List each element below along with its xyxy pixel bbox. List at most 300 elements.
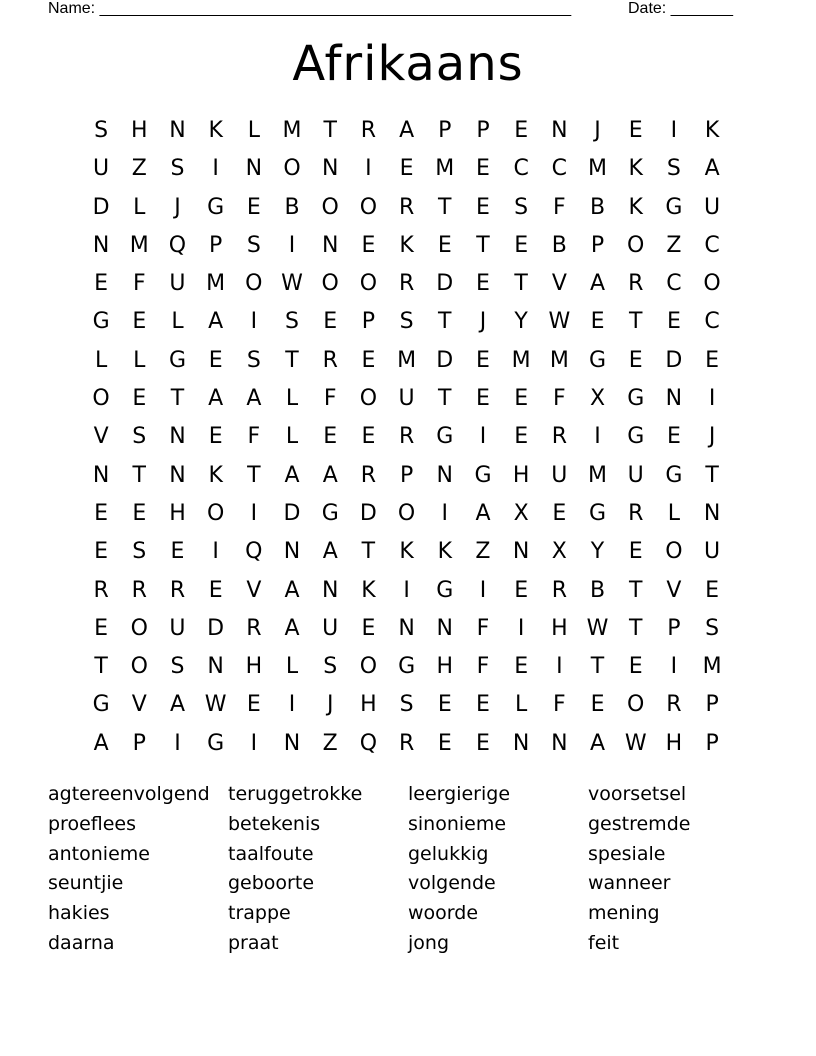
grid-letter[interactable]: T [628, 577, 643, 603]
grid-letter[interactable]: K [704, 118, 720, 143]
grid-letter[interactable]: S [705, 615, 720, 641]
grid-letter[interactable]: U [704, 539, 721, 565]
grid-letter[interactable]: A [704, 156, 720, 182]
grid-letter[interactable]: B [284, 194, 300, 220]
grid-letter[interactable]: R [93, 577, 109, 603]
grid-letter[interactable]: E [705, 577, 720, 603]
grid-letter[interactable]: N [551, 730, 568, 756]
grid-letter[interactable]: F [476, 654, 490, 680]
grid-letter[interactable]: I [250, 500, 258, 526]
word-list-item: agtereenvolgend [48, 783, 210, 805]
grid-letter[interactable]: S [399, 309, 414, 335]
grid-letter[interactable]: O [206, 500, 225, 526]
grid-letter[interactable]: C [513, 156, 529, 182]
grid-letter[interactable]: E [476, 386, 490, 412]
grid-letter[interactable]: U [398, 386, 415, 412]
grid-letter[interactable]: N [551, 118, 568, 143]
word-list-item: spesiale [588, 842, 666, 865]
grid-letter[interactable]: A [322, 462, 338, 488]
grid-letter[interactable]: R [398, 194, 415, 220]
grid-letter[interactable]: Z [322, 730, 338, 756]
grid-letter[interactable]: E [361, 347, 376, 373]
grid-letter[interactable]: F [553, 692, 566, 718]
grid-letter[interactable]: D [665, 347, 683, 373]
grid-letter[interactable]: O [665, 539, 683, 565]
grid-letter[interactable]: K [628, 194, 643, 220]
grid-letter[interactable]: E [514, 118, 529, 143]
grid-letter[interactable]: D [92, 194, 110, 220]
grid-letter[interactable]: E [246, 194, 261, 220]
grid-letter[interactable]: T [247, 462, 261, 488]
grid-letter[interactable]: V [666, 577, 682, 603]
grid-letter[interactable]: C [704, 309, 720, 335]
grid-letter[interactable]: L [133, 194, 146, 220]
grid-letter[interactable]: R [322, 347, 338, 373]
grid-letter[interactable]: R [398, 730, 415, 756]
grid-letter[interactable]: G [436, 577, 454, 603]
grid-letter[interactable]: A [590, 271, 606, 297]
grid-letter[interactable]: N [512, 730, 530, 756]
grid-letter[interactable]: O [703, 271, 721, 297]
grid-letter[interactable]: T [590, 654, 605, 680]
grid-letter[interactable]: I [556, 654, 563, 680]
grid-letter[interactable]: B [589, 194, 606, 220]
grid-letter[interactable]: T [514, 271, 528, 297]
grid-letter[interactable]: I [403, 577, 410, 603]
grid-letter[interactable]: R [551, 577, 567, 603]
grid-letter[interactable]: O [359, 386, 378, 412]
grid-letter[interactable]: I [670, 118, 678, 143]
grid-letter[interactable]: O [359, 271, 378, 297]
grid-letter[interactable]: G [589, 347, 607, 373]
word-list-item: mening [588, 902, 660, 925]
grid-letter[interactable]: N [207, 654, 224, 680]
grid-letter[interactable]: C [704, 232, 720, 258]
grid-letter[interactable]: L [171, 309, 184, 335]
grid-letter[interactable]: P [209, 232, 223, 258]
grid-letter[interactable]: P [590, 232, 605, 258]
grid-letter[interactable]: H [169, 500, 186, 526]
grid-letter[interactable]: E [94, 271, 109, 297]
grid-letter[interactable]: E [361, 232, 376, 258]
word-list-item: sinonieme [408, 812, 507, 835]
grid-letter[interactable]: D [207, 615, 225, 641]
grid-letter[interactable]: T [476, 232, 490, 258]
grid-letter[interactable]: U [169, 271, 186, 297]
grid-letter[interactable]: T [94, 654, 108, 680]
grid-letter[interactable]: G [92, 692, 110, 718]
grid-letter[interactable]: H [665, 730, 683, 756]
grid-letter[interactable]: S [170, 156, 185, 182]
grid-letter[interactable]: G [589, 500, 607, 526]
grid-letter[interactable]: F [247, 424, 261, 450]
grid-letter[interactable]: E [132, 500, 147, 526]
grid-letter[interactable]: O [627, 692, 645, 718]
grid-letter[interactable]: T [705, 462, 719, 488]
grid-letter[interactable]: A [284, 615, 300, 641]
grid-letter[interactable]: P [705, 692, 719, 718]
grid-letter[interactable]: S [94, 118, 109, 143]
grid-letter[interactable]: D [283, 500, 301, 526]
grid-letter[interactable]: W [586, 615, 609, 641]
word-list-item: antonieme [48, 842, 150, 865]
grid-letter[interactable]: M [282, 118, 302, 143]
grid-letter[interactable]: R [169, 577, 186, 603]
grid-letter[interactable]: L [133, 347, 146, 373]
grid-letter[interactable]: I [250, 730, 258, 756]
grid-letter[interactable]: I [594, 424, 601, 450]
grid-letter[interactable]: M [702, 654, 722, 680]
grid-letter[interactable]: A [590, 730, 606, 756]
grid-letter[interactable]: E [514, 232, 529, 258]
grid-letter[interactable]: E [476, 156, 490, 182]
grid-letter[interactable]: N [283, 730, 301, 756]
grid-letter[interactable]: I [441, 500, 449, 526]
grid-letter[interactable]: F [323, 386, 337, 412]
grid-letter[interactable]: C [551, 156, 568, 182]
grid-letter[interactable]: N [169, 424, 186, 450]
grid-letter[interactable]: R [398, 271, 415, 297]
grid-letter[interactable]: G [207, 194, 225, 220]
grid-letter[interactable]: I [288, 232, 296, 258]
grid-letter[interactable]: T [628, 615, 643, 641]
grid-letter[interactable]: O [359, 654, 378, 680]
grid-letter[interactable]: E [514, 386, 529, 412]
grid-letter[interactable]: P [399, 462, 414, 488]
grid-letter[interactable]: G [92, 309, 110, 335]
grid-letter[interactable]: J [174, 194, 181, 220]
grid-letter[interactable]: M [588, 156, 608, 182]
grid-letter[interactable]: H [360, 692, 377, 718]
grid-letter[interactable]: G [436, 424, 454, 450]
grid-letter[interactable]: E [208, 577, 223, 603]
grid-letter[interactable]: K [399, 539, 414, 565]
grid-letter[interactable]: Z [131, 156, 147, 182]
grid-letter[interactable]: M [129, 232, 149, 258]
grid-letter[interactable]: G [627, 386, 645, 412]
grid-letter[interactable]: I [517, 615, 525, 641]
grid-letter[interactable]: M [588, 462, 608, 488]
grid-letter[interactable]: K [628, 156, 643, 182]
grid-letter[interactable]: E [132, 309, 147, 335]
grid-letter[interactable]: E [361, 424, 376, 450]
grid-letter[interactable]: O [92, 386, 110, 412]
grid-letter[interactable]: N [321, 156, 339, 182]
grid-letter[interactable]: R [628, 500, 644, 526]
grid-letter[interactable]: X [551, 539, 567, 565]
grid-letter[interactable]: B [551, 232, 567, 258]
grid-letter[interactable]: N [92, 232, 110, 258]
grid-letter[interactable]: L [285, 424, 299, 450]
grid-letter[interactable]: E [705, 347, 720, 373]
grid-letter[interactable]: H [512, 462, 530, 488]
grid-letter[interactable]: M [397, 347, 417, 373]
grid-letter[interactable]: F [553, 194, 566, 220]
grid-letter[interactable]: A [246, 386, 262, 412]
grid-letter[interactable]: E [437, 692, 452, 718]
grid-letter[interactable]: H [131, 118, 148, 143]
grid-letter[interactable]: M [206, 271, 226, 297]
grid-letter[interactable]: D [436, 271, 454, 297]
grid-letter[interactable]: A [284, 577, 300, 603]
grid-letter[interactable]: O [245, 271, 263, 297]
grid-letter[interactable]: Y [514, 309, 528, 335]
grid-letter[interactable]: R [246, 615, 262, 641]
grid-letter[interactable]: O [321, 271, 339, 297]
grid-letter[interactable]: G [321, 500, 339, 526]
grid-letter[interactable]: J [594, 118, 601, 143]
grid-letter[interactable]: U [322, 615, 339, 641]
grid-letter[interactable]: S [132, 424, 147, 450]
grid-letter[interactable]: R [360, 118, 377, 143]
grid-letter[interactable]: W [624, 730, 647, 756]
grid-letter[interactable]: A [169, 692, 185, 718]
grid-letter[interactable]: H [245, 654, 263, 680]
grid-letter[interactable]: L [285, 654, 299, 680]
grid-letter[interactable]: J [708, 424, 716, 450]
grid-letter[interactable]: G [474, 462, 492, 488]
grid-letter[interactable]: G [168, 347, 186, 373]
grid-letter[interactable]: N [245, 156, 263, 182]
grid-letter[interactable]: N [169, 462, 186, 488]
grid-letter[interactable]: N [321, 577, 339, 603]
grid-letter[interactable]: E [323, 309, 338, 335]
grid-letter[interactable]: S [323, 654, 338, 680]
grid-letter[interactable]: E [666, 424, 681, 450]
grid-letter[interactable]: N [92, 462, 110, 488]
grid-letter[interactable]: G [665, 194, 683, 220]
grid-letter[interactable]: E [94, 500, 109, 526]
grid-letter[interactable]: F [476, 615, 490, 641]
grid-letter[interactable]: E [628, 654, 643, 680]
grid-letter[interactable]: A [284, 462, 300, 488]
grid-letter[interactable]: E [628, 539, 643, 565]
grid-letter[interactable]: E [399, 156, 414, 182]
grid-letter[interactable]: L [667, 500, 681, 526]
grid-letter[interactable]: E [208, 347, 223, 373]
grid-letter[interactable]: G [665, 462, 683, 488]
grid-letter[interactable]: E [590, 309, 605, 335]
grid-letter[interactable]: P [438, 118, 452, 143]
grid-letter[interactable]: O [397, 500, 416, 526]
grid-letter[interactable]: E [246, 692, 261, 718]
grid-letter[interactable]: R [628, 271, 644, 297]
grid-letter[interactable]: R [360, 462, 377, 488]
grid-letter[interactable]: E [552, 500, 567, 526]
grid-letter[interactable]: Y [590, 539, 605, 565]
word-list-item: trappe [228, 902, 291, 925]
grid-letter[interactable]: V [131, 692, 147, 718]
word-list-item: voorsetsel [588, 783, 687, 805]
grid-letter[interactable]: Z [666, 232, 682, 258]
date-field[interactable]: Date: _______ [628, 0, 733, 17]
grid-letter[interactable]: E [323, 424, 338, 450]
grid-letter[interactable]: E [514, 577, 529, 603]
grid-letter[interactable]: T [628, 309, 643, 335]
grid-letter[interactable]: I [365, 156, 372, 182]
grid-letter[interactable]: N [283, 539, 301, 565]
grid-letter[interactable]: S [132, 539, 147, 565]
grid-letter[interactable]: M [549, 347, 569, 373]
grid-letter[interactable]: Q [359, 730, 378, 756]
grid-letter[interactable]: M [435, 156, 455, 182]
grid-letter[interactable]: K [208, 462, 223, 488]
grid-letter[interactable]: U [704, 194, 721, 220]
grid-letter[interactable]: E [514, 424, 529, 450]
grid-letter[interactable]: I [708, 386, 716, 412]
grid-letter[interactable]: E [476, 730, 490, 756]
grid-letter[interactable]: F [553, 386, 566, 412]
grid-letter[interactable]: E [476, 347, 490, 373]
grid-letter[interactable]: S [170, 654, 185, 680]
grid-letter[interactable]: R [551, 424, 567, 450]
grid-letter[interactable]: I [479, 424, 487, 450]
grid-letter[interactable]: E [437, 730, 452, 756]
grid-letter[interactable]: M [511, 347, 531, 373]
grid-letter[interactable]: I [670, 654, 678, 680]
grid-letter[interactable]: S [399, 692, 414, 718]
grid-letter[interactable]: E [476, 692, 490, 718]
grid-letter[interactable]: E [132, 386, 147, 412]
grid-letter[interactable]: T [438, 386, 452, 412]
grid-letter[interactable]: N [512, 539, 530, 565]
grid-letter[interactable]: L [247, 118, 260, 143]
grid-letter[interactable]: I [212, 539, 219, 565]
grid-letter[interactable]: W [548, 309, 571, 335]
grid-letter[interactable]: I [479, 577, 487, 603]
grid-letter[interactable]: E [208, 424, 223, 450]
grid-letter[interactable]: P [361, 309, 376, 335]
grid-letter[interactable]: A [208, 309, 224, 335]
grid-letter[interactable]: N [703, 500, 721, 526]
grid-letter[interactable]: N [665, 386, 683, 412]
grid-letter[interactable]: R [131, 577, 147, 603]
grid-letter[interactable]: W [204, 692, 227, 718]
word-list-item: leergierige [408, 783, 511, 805]
grid-letter[interactable]: L [515, 692, 528, 718]
grid-letter[interactable]: K [208, 118, 223, 143]
grid-letter[interactable]: V [551, 271, 567, 297]
grid-letter[interactable]: E [628, 118, 643, 143]
grid-letter[interactable]: T [132, 462, 146, 488]
grid-letter[interactable]: N [436, 615, 454, 641]
grid-letter[interactable]: H [551, 615, 568, 641]
grid-letter[interactable]: Q [168, 232, 187, 258]
name-field[interactable]: Name: _____________________________________________________ [48, 0, 572, 17]
grid-letter[interactable]: S [246, 347, 261, 373]
grid-letter[interactable]: A [475, 500, 491, 526]
grid-letter[interactable]: Z [475, 539, 491, 565]
grid-letter[interactable]: S [666, 156, 681, 182]
grid-letter[interactable]: T [438, 194, 452, 220]
grid-letter[interactable]: I [212, 156, 219, 182]
grid-letter[interactable]: T [323, 118, 337, 143]
grid-letter[interactable]: J [326, 692, 334, 718]
grid-letter[interactable]: X [589, 386, 606, 412]
grid-letter[interactable]: T [285, 347, 299, 373]
grid-letter[interactable]: S [514, 194, 529, 220]
grid-letter[interactable]: S [285, 309, 300, 335]
grid-letter[interactable]: O [321, 194, 339, 220]
grid-letter[interactable]: D [359, 500, 377, 526]
grid-letter[interactable]: O [130, 615, 148, 641]
grid-letter[interactable]: A [93, 730, 109, 756]
grid-letter[interactable]: K [399, 232, 414, 258]
grid-letter[interactable]: P [476, 118, 490, 143]
grid-letter[interactable]: L [94, 347, 108, 373]
grid-letter[interactable]: L [285, 386, 299, 412]
grid-letter[interactable]: V [93, 424, 109, 450]
grid-letter[interactable]: T [170, 386, 185, 412]
word-list-item: praat [228, 931, 279, 954]
grid-letter[interactable]: B [589, 577, 606, 603]
grid-letter[interactable]: I [288, 692, 296, 718]
grid-letter[interactable]: E [666, 309, 681, 335]
grid-letter[interactable]: N [398, 615, 415, 641]
grid-letter[interactable]: U [551, 462, 568, 488]
grid-letter[interactable]: U [169, 615, 186, 641]
grid-letter[interactable]: V [246, 577, 262, 603]
grid-letter[interactable]: H [436, 654, 454, 680]
grid-letter[interactable]: E [476, 194, 490, 220]
grid-letter[interactable]: X [513, 500, 529, 526]
grid-letter[interactable]: E [437, 232, 452, 258]
grid-letter[interactable]: T [361, 539, 376, 565]
grid-letter[interactable]: E [94, 615, 109, 641]
grid-letter[interactable]: U [627, 462, 644, 488]
grid-letter[interactable]: J [479, 309, 487, 335]
grid-letter[interactable]: N [169, 118, 186, 143]
grid-letter[interactable]: O [359, 194, 378, 220]
grid-letter[interactable]: C [666, 271, 682, 297]
grid-letter[interactable]: A [322, 539, 338, 565]
grid-letter[interactable]: I [174, 730, 181, 756]
grid-letter[interactable]: K [437, 539, 452, 565]
grid-letter[interactable]: Q [245, 539, 263, 565]
grid-letter[interactable]: P [132, 730, 146, 756]
grid-letter[interactable]: A [208, 386, 224, 412]
grid-letter[interactable]: A [399, 118, 415, 143]
grid-letter[interactable]: O [130, 654, 148, 680]
grid-letter[interactable]: E [628, 347, 643, 373]
grid-letter[interactable]: G [398, 654, 416, 680]
grid-letter[interactable]: G [207, 730, 225, 756]
grid-letter[interactable]: N [321, 232, 339, 258]
grid-letter[interactable]: P [705, 730, 719, 756]
grid-letter[interactable]: E [476, 271, 490, 297]
grid-letter[interactable]: U [93, 156, 110, 182]
grid-letter[interactable]: E [514, 654, 529, 680]
grid-letter[interactable]: P [667, 615, 681, 641]
grid-letter[interactable]: E [170, 539, 185, 565]
grid-letter[interactable]: R [666, 692, 682, 718]
grid-letter[interactable]: E [590, 692, 605, 718]
grid-letter[interactable]: G [627, 424, 645, 450]
grid-letter[interactable]: K [361, 577, 376, 603]
grid-letter[interactable]: T [438, 309, 452, 335]
grid-letter[interactable]: O [627, 232, 645, 258]
grid-letter[interactable]: I [250, 309, 258, 335]
grid-letter[interactable]: O [283, 156, 301, 182]
grid-letter[interactable]: S [246, 232, 261, 258]
grid-letter[interactable]: N [436, 462, 454, 488]
grid-letter[interactable]: W [281, 271, 303, 297]
grid-letter[interactable]: F [132, 271, 146, 297]
grid-letter[interactable]: E [361, 615, 376, 641]
grid-letter[interactable]: D [436, 347, 454, 373]
grid-letter[interactable]: R [398, 424, 415, 450]
grid-letter[interactable]: E [94, 539, 109, 565]
